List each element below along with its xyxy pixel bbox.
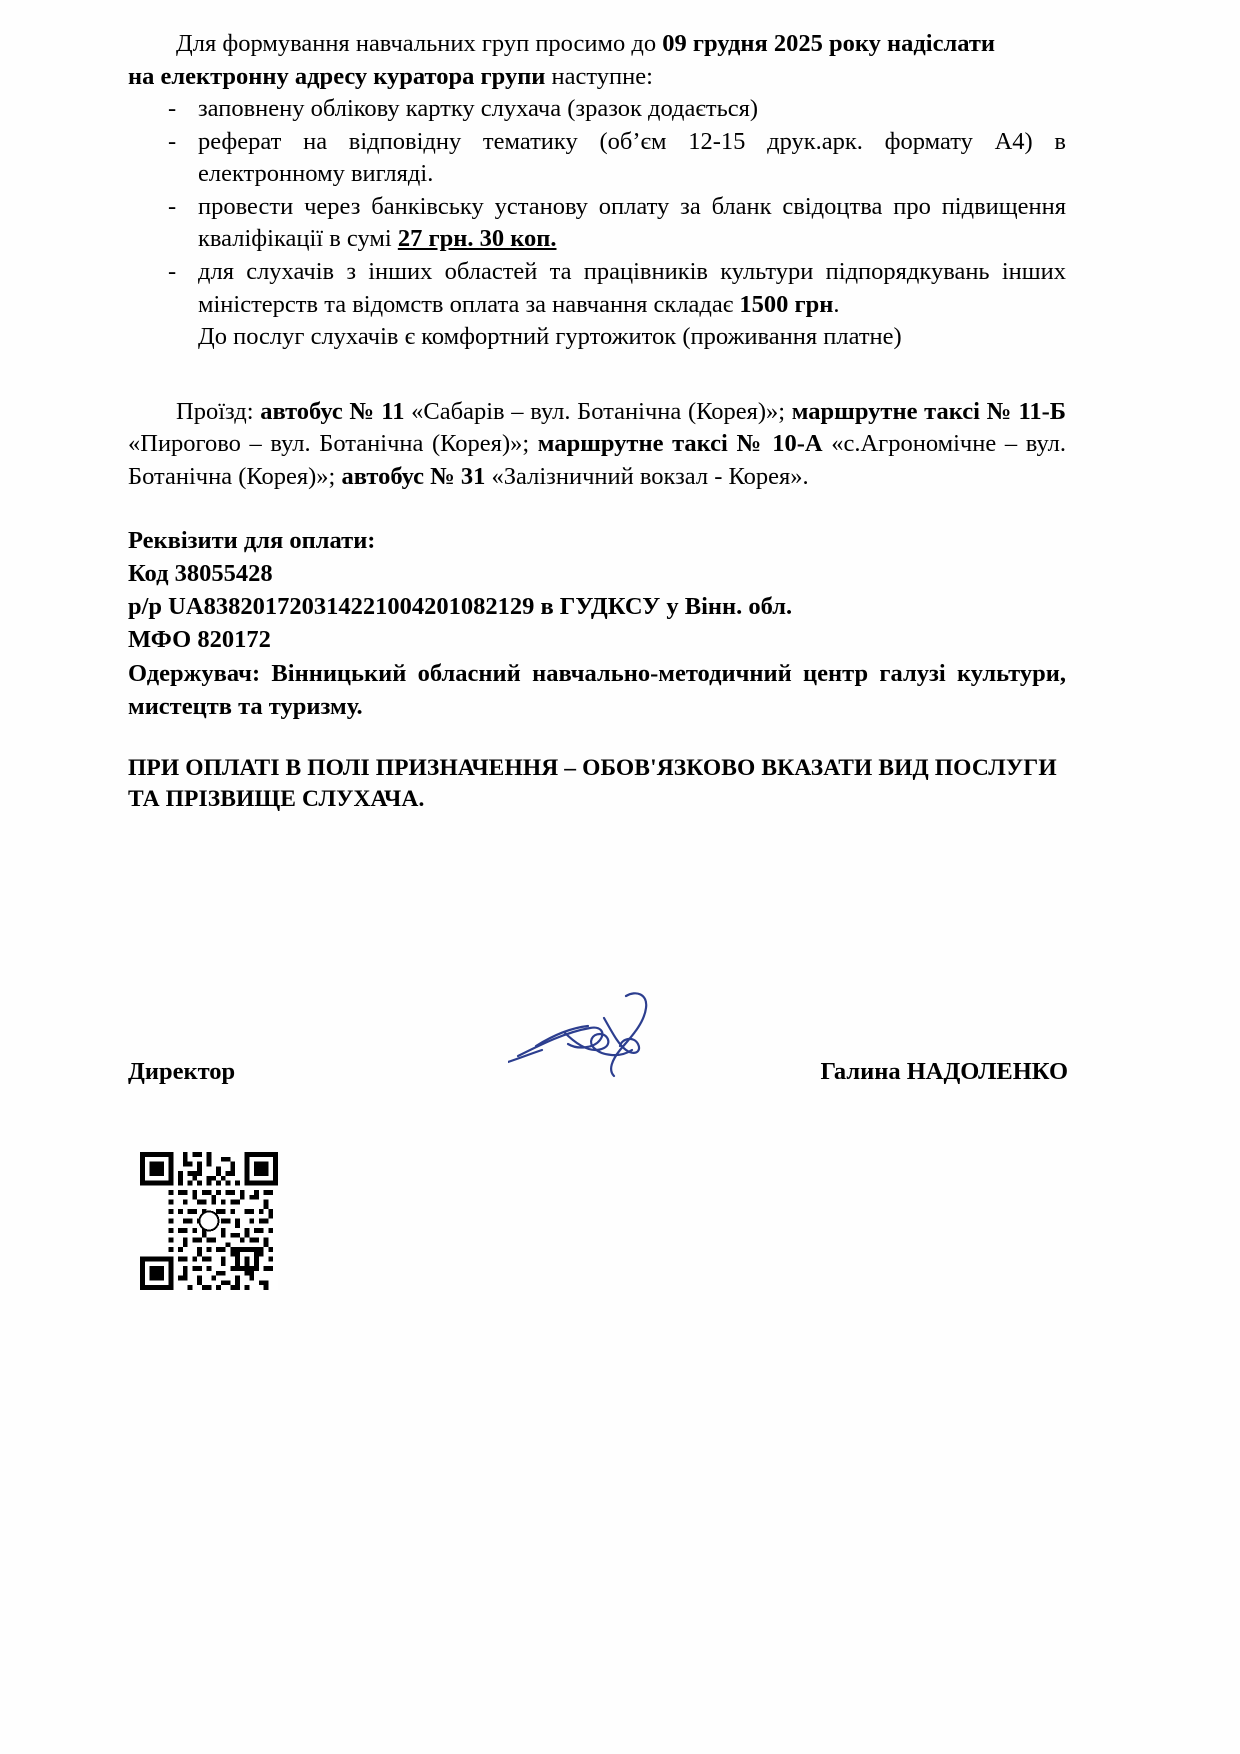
intro-email-bold: на електронну адресу куратора групи — [128, 62, 546, 90]
transport-bus-11: автобус № 11 — [260, 397, 405, 425]
payment-recipient — [128, 657, 1066, 724]
list-item-text: для слухачів з інших областей та працівників культури підпорядкувань інших міністерств та відомств оплата за навчання складає — [198, 258, 1066, 318]
list-item-text: провести через банківську установу оплату за бланк свідоцтва про підвищення кваліфікації в сумі — [198, 192, 1066, 253]
transport-taxi-10a: маршрутне таксі № 10-А — [537, 430, 823, 458]
qr-code — [140, 1152, 278, 1290]
payment-code: Код 38055428 — [128, 559, 273, 587]
handwritten-signature-icon — [508, 988, 768, 1098]
payment-heading: Реквізити для оплати: — [128, 526, 376, 554]
list-item — [128, 126, 1066, 191]
transport-bus-31: автобус № 31 — [341, 462, 486, 490]
list-bullet-dash: - — [168, 192, 177, 220]
payment-recipient-label: Одержувач: — [128, 659, 261, 687]
intro-paragraph — [128, 28, 1066, 93]
payment-mfo: МФО 820172 — [128, 626, 271, 654]
list-item-text: реферат на відповідну тематику (об’єм 12-15 друк.арк. формату А4) в електронному вигляді. — [198, 127, 1066, 188]
transport-label: Проїзд: — [176, 397, 261, 425]
signature-title: Директор — [128, 1058, 236, 1085]
list-bullet-dash: - — [168, 127, 177, 155]
requirements-list — [128, 93, 1066, 354]
payment-recipient-value: Вінницький обласний навчально-методичний центр галузі культури, мистецтв та туризму. — [128, 659, 1066, 721]
payment-warning: ПРИ ОПЛАТІ В ПОЛІ ПРИЗНАЧЕННЯ – ОБОВ'ЯЗКОВО ВКАЗАТИ ВИД ПОСЛУГИ ТА ПРІЗВИЩЕ СЛУХАЧА. — [128, 755, 1057, 812]
transport-route-4: «Залізничний вокзал - Корея». — [485, 462, 809, 490]
list-bullet-dash: - — [168, 95, 177, 123]
blank-fee-amount: 27 грн. 30 коп. — [397, 225, 557, 253]
signature-block — [128, 1010, 1068, 1100]
transport-route-2: «Пирогово – вул. Ботанічна (Корея)»; — [128, 430, 538, 458]
intro-date: 09 грудня 2025 року надіслати — [662, 30, 995, 57]
list-item-text-after: . — [833, 290, 840, 318]
transport-route-1: «Сабарів – вул. Ботанічна (Корея)»; — [404, 397, 792, 425]
intro-after: наступне: — [545, 62, 653, 90]
intro-before-date: Для формування навчальних груп просимо до — [176, 30, 663, 57]
hostel-note: До послуг слухачів є комфортний гуртожиток (проживання платне) — [198, 323, 902, 351]
payment-account: р/р UA838201720314221004201082129 в ГУДКСУ у Вінн. обл. — [128, 593, 793, 621]
document-body — [128, 28, 1066, 814]
transport-taxi-11b: маршрутне таксі № 11-Б — [791, 397, 1066, 425]
list-item-text: заповнену облікову картку слухача (зразок додається) — [198, 95, 759, 123]
list-item — [128, 93, 1066, 126]
list-bullet-dash: - — [168, 258, 177, 286]
transport-paragraph — [128, 396, 1066, 494]
list-item — [128, 256, 1066, 354]
transport-route-3: «с.Агрономічне – вул. Ботанічна (Корея)»; — [128, 430, 1066, 490]
list-item — [128, 191, 1066, 256]
signature-name: Галина НАДОЛЕНКО — [820, 1058, 1068, 1085]
tuition-fee-amount: 1500 грн — [739, 290, 834, 318]
